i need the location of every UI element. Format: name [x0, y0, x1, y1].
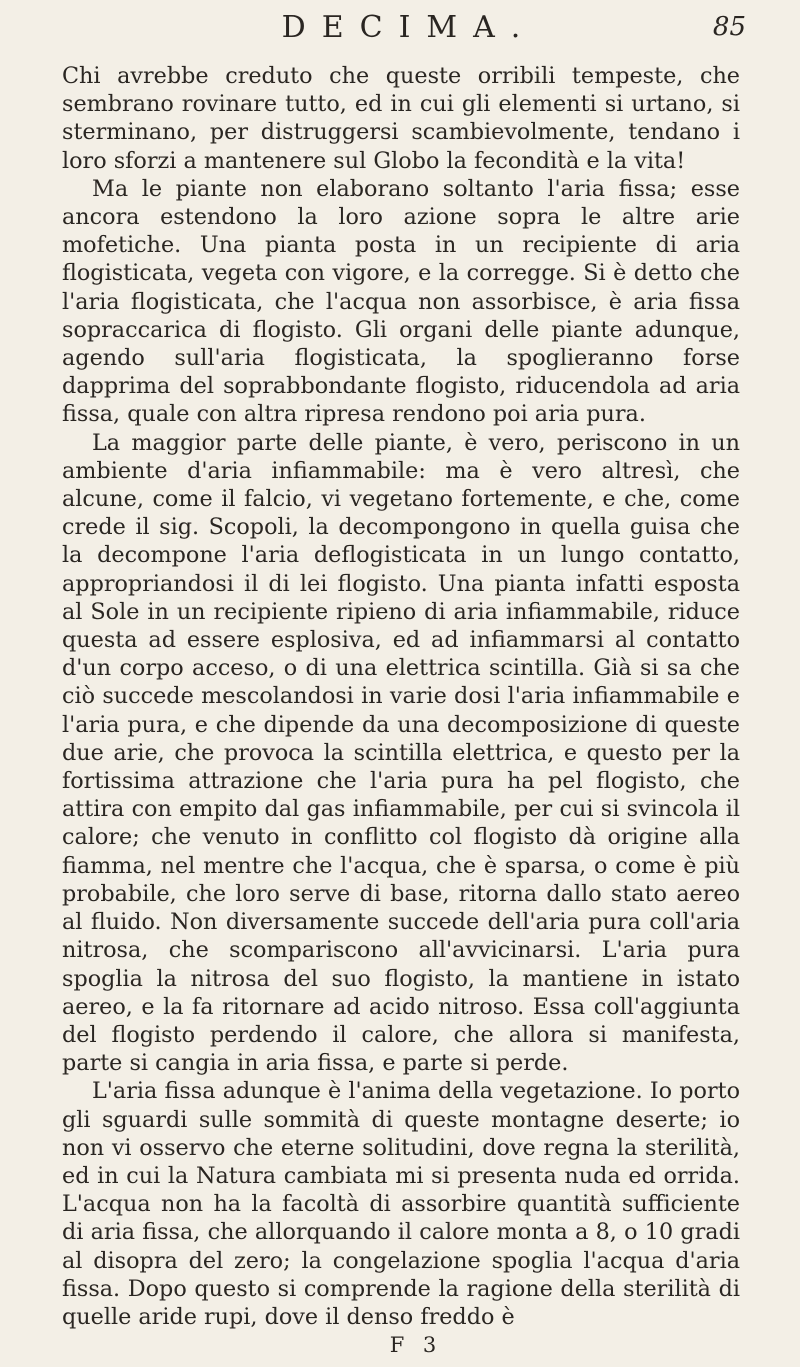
page-number: 85 — [712, 12, 746, 42]
paragraph: La maggior parte delle piante, è vero, periscono in un ambiente d'aria infiammabile: ma è vero altresì, che alcune, come il falcio, vi vegetano fortemente, e che, come crede il sig. Scopoli, la decompongono in quella guisa che la decompone l'aria deflogisticata in un lungo contatto, appropriandosi il di lei flogisto. Una pianta infatti esposta al Sole in un recipiente ripieno di aria infiammabile, riduce questa ad essere esplosiva, ed ad infiammarsi al contatto d'un corpo acceso, o di una elettrica scintilla. Già si sa che ciò succede mescolandosi in varie dosi l'aria infiammabile e l'aria pura, e che dipende da una decomposizione di queste due arie, che provoca la scintilla elettrica, e questo per la fortissima attrazione che l'aria pura ha pel flogisto, che attira con empito dal gas infiammabile, per cui si svincola il calore; che venuto in conflitto col flogisto dà origine alla fiamma, nel mentre che l'acqua, che è sparsa, o come è più probabile, che loro serve di base, ritorna dallo stato aereo al fluido. Non diversamente succede dell'aria pura coll'aria nitrosa, che scompariscono all'avvicinarsi. L'aria pura spoglia la nitrosa del suo flogisto, la mantiene in istato aereo, e la fa ritornare ad acido nitroso. Essa coll'aggiunta del flogisto perdendo il calore, che allora si manifesta, parte si cangia in aria fissa, e parte si perde. — [62, 429, 740, 1077]
page-header — [62, 0, 746, 62]
paragraph: Ma le piante non elaborano soltanto l'aria fissa; esse ancora estendono la loro azione sopra le altre arie mofetiche. Una pianta posta in un recipiente di aria flogisticata, vegeta con vigore, e la corregge. Si è detto che l'aria flogisticata, che l'acqua non assorbisce, è aria fissa sopraccarica di flogisto. Gli organi delle piante adunque, agendo sull'aria flogisticata, la spoglieranno forse dapprima del soprabbondante flogisto, riducendola ad aria fissa, quale con altra ripresa rendono poi aria pura. — [62, 175, 740, 428]
signature-mark: F 3 — [389, 1333, 443, 1358]
paragraph: L'aria fissa adunque è l'anima della vegetazione. Io porto gli sguardi sulle sommità di queste montagne deserte; io non vi osservo che eterne solitudini, dove regna la sterilità, ed in cui la Natura cambiata mi si presenta nuda ed orrida. L'acqua non ha la facoltà di assorbire quantità sufficiente di aria fissa, che allorquando il calore monta a 8, o 10 gradi al disopra del zero; la congelazione spoglia l'acqua d'aria fissa. Dopo questo si comprende la ragione della sterilità di quelle aride rupi, dove il denso freddo è — [62, 1078, 740, 1330]
running-head: DECIMA. — [281, 10, 537, 45]
body-text — [62, 62, 740, 1331]
paragraph: Chi avrebbe creduto che queste orribili tempeste, che sembrano rovinare tutto, ed in cui gli elementi si urtano, si sterminano, per distruggersi scambievolmente, tendano i loro sforzi a mantenere sul Globo la fecondità e la vita! — [62, 63, 740, 174]
